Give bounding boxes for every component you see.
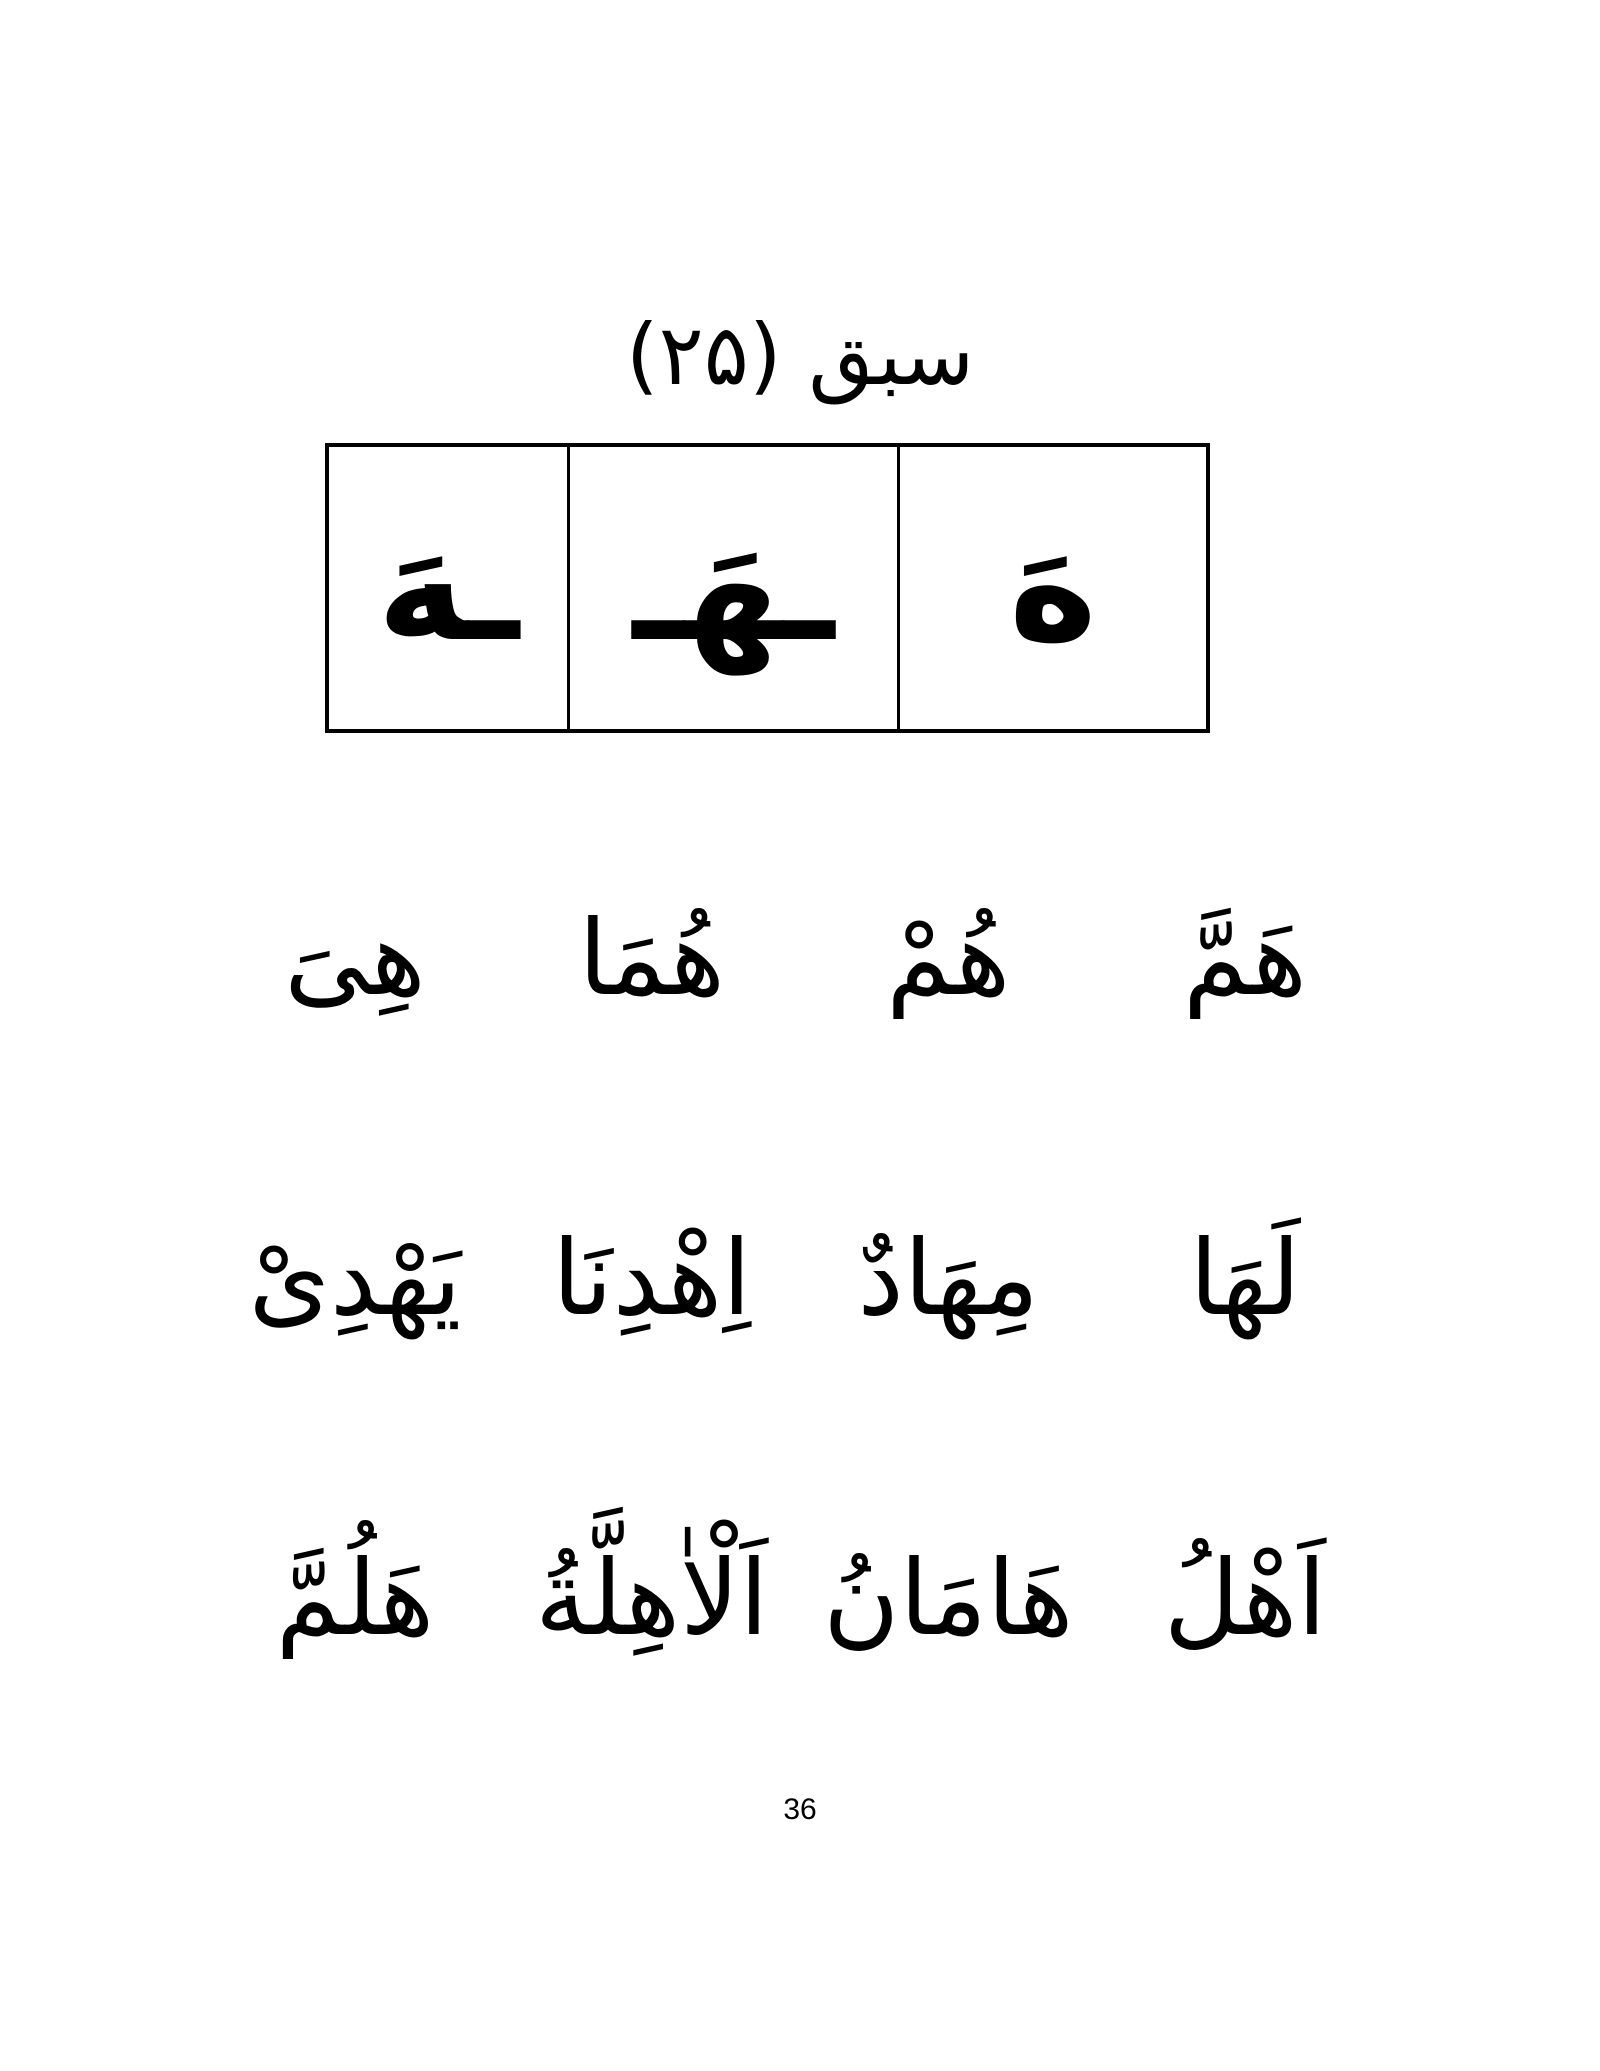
word: مِهَادٌ: [857, 1217, 1040, 1339]
letter-forms-table: [325, 443, 1210, 733]
word: هُمَا: [578, 897, 725, 1019]
word: هَامَانُ: [823, 1537, 1074, 1659]
letter-form-final: ـهَ: [376, 501, 520, 675]
word: هِیَ: [284, 897, 426, 1019]
word: هُمْ: [886, 897, 1011, 1019]
word-row-2: [220, 1188, 1380, 1368]
word-row-3: [220, 1508, 1380, 1688]
word: هَلُمَّ: [275, 1537, 435, 1659]
word: لَهَا: [1189, 1217, 1301, 1339]
word: اَهْلُ: [1163, 1537, 1327, 1659]
page-number: 36: [783, 1793, 817, 1826]
word-row-1: [220, 868, 1380, 1048]
word: اَلْاٰهِلَّةُ: [535, 1537, 769, 1659]
letter-form-medial: ـهَـ: [567, 447, 900, 729]
word: یَهْدِیْ: [248, 1217, 462, 1339]
word: هَمَّ: [1182, 897, 1307, 1019]
letter-form-initial: هَ: [1008, 501, 1098, 675]
lesson-title: سبق (۲۵): [625, 306, 975, 404]
word: اِهْدِنَا: [552, 1217, 752, 1339]
